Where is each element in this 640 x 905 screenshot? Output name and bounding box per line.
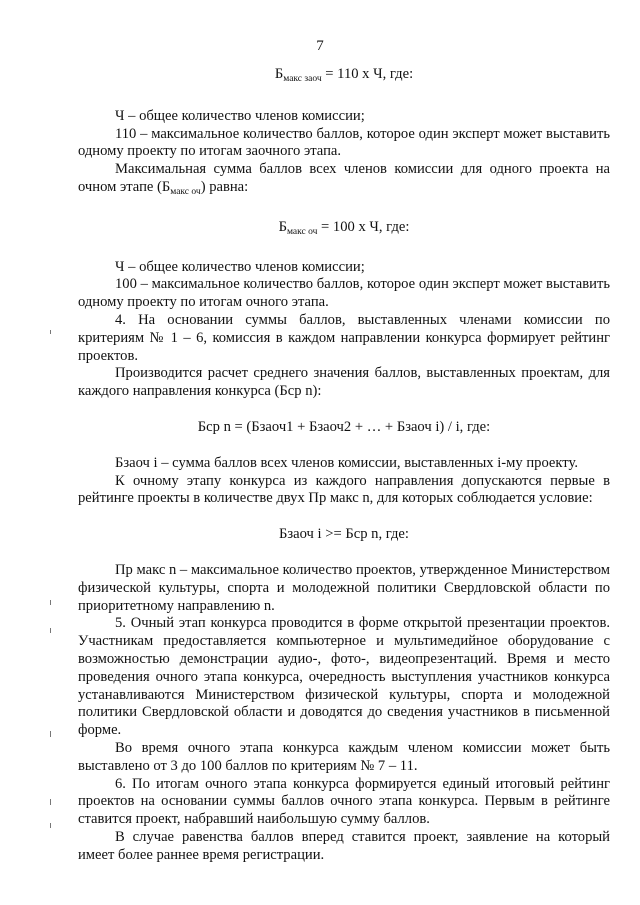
paragraph-100-definition: 100 – максимальное количество баллов, которое один эксперт может выставить одному проекту по итогам очного этапа. bbox=[78, 276, 610, 311]
paragraph-admission: К очному этапу конкурса из каждого направления допускаются первые в рейтинге проекты в количестве двух Пр макс n, для которых соблюдается условие: bbox=[78, 472, 610, 507]
paragraph-item-6: 6. По итогам очного этапа конкурса формируется единый итоговый рейтинг проектов на основании суммы баллов очного этапа конкурса. Первым в рейтинге ставится проект, набравший наибольшую сумму баллов. bbox=[78, 775, 610, 828]
paragraph-scoring-range: Во время очного этапа конкурса каждым членом комиссии может быть выставлено от 3 до 100 баллов по критериям № 7 – 11. bbox=[78, 739, 610, 774]
paragraph-ch-definition-1: Ч – общее количество членов комиссии; bbox=[115, 107, 365, 124]
scan-artifact-mark bbox=[50, 799, 51, 805]
paragraph-110-definition: 110 – максимальное количество баллов, которое один эксперт может выставить одному проекту по итогам заочного этапа. bbox=[78, 125, 610, 160]
paragraph-bzaoch-definition: Бзаоч i – сумма баллов всех членов комиссии, выставленных i-му проекту. bbox=[115, 454, 578, 471]
scan-artifact-mark bbox=[50, 823, 51, 828]
paragraph-item-5: 5. Очный этап конкурса проводится в форме открытой презентации проектов. Участникам предоставляется компьютерное и мультимедийное оборудование с возможностью демонстрации аудио-, фото-, видеопрезентаций. Время и место проведения очного этапа конкурса, очередность выступления участников конкурса устанавливаются Министерством физической культуры, спорта и молодежной политики Свердловской области и доводятся до сведения участников в письменной форме. bbox=[78, 615, 610, 739]
scan-artifact-mark bbox=[50, 628, 51, 633]
scan-artifact-mark bbox=[50, 731, 51, 737]
formula-average: Бср n = (Бзаоч1 + Бзаоч2 + … + Бзаоч i) / i, где: bbox=[197, 418, 491, 435]
page-number: 7 bbox=[316, 38, 324, 54]
scan-artifact-mark bbox=[50, 600, 51, 605]
paragraph-max-och-intro: Максимальная сумма баллов всех членов комиссии для одного проекта на очном этапе $(Б_{макс оч})$ равна: bbox=[78, 161, 610, 197]
paragraph-average-calc: Производится расчет среднего значения баллов, выставленных проектам, для каждого направления конкурса (Бср n): bbox=[78, 365, 610, 400]
page-body bbox=[78, 66, 610, 864]
paragraph-tie-break: В случае равенства баллов вперед ставится проект, заявление на который имеет более раннее время регистрации. bbox=[78, 828, 610, 863]
formula-condition: Бзаоч i >= Бср n, где: bbox=[279, 526, 409, 543]
paragraph-pr-max-definition: Пр макс n – максимальное количество проектов, утвержденное Министерством физической культуры, спорта и молодежной политики Свердловской области по приоритетному направлению n. bbox=[78, 561, 610, 614]
formula-max-zaoch: $Б_{макс заоч} = 110$ х Ч, где: bbox=[274, 66, 414, 84]
paragraph-ch-definition-2: Ч – общее количество членов комиссии; bbox=[115, 258, 365, 275]
paragraph-item-4: 4. На основании суммы баллов, выставленных членами комиссии по критериям № 1 – 6, комиссия в каждом направлении конкурса формирует рейтинг проектов. bbox=[78, 311, 610, 364]
formula-max-och: $Б_{макс оч} = 100$ х Ч, где: bbox=[278, 218, 410, 237]
scan-artifact-mark bbox=[50, 330, 51, 334]
